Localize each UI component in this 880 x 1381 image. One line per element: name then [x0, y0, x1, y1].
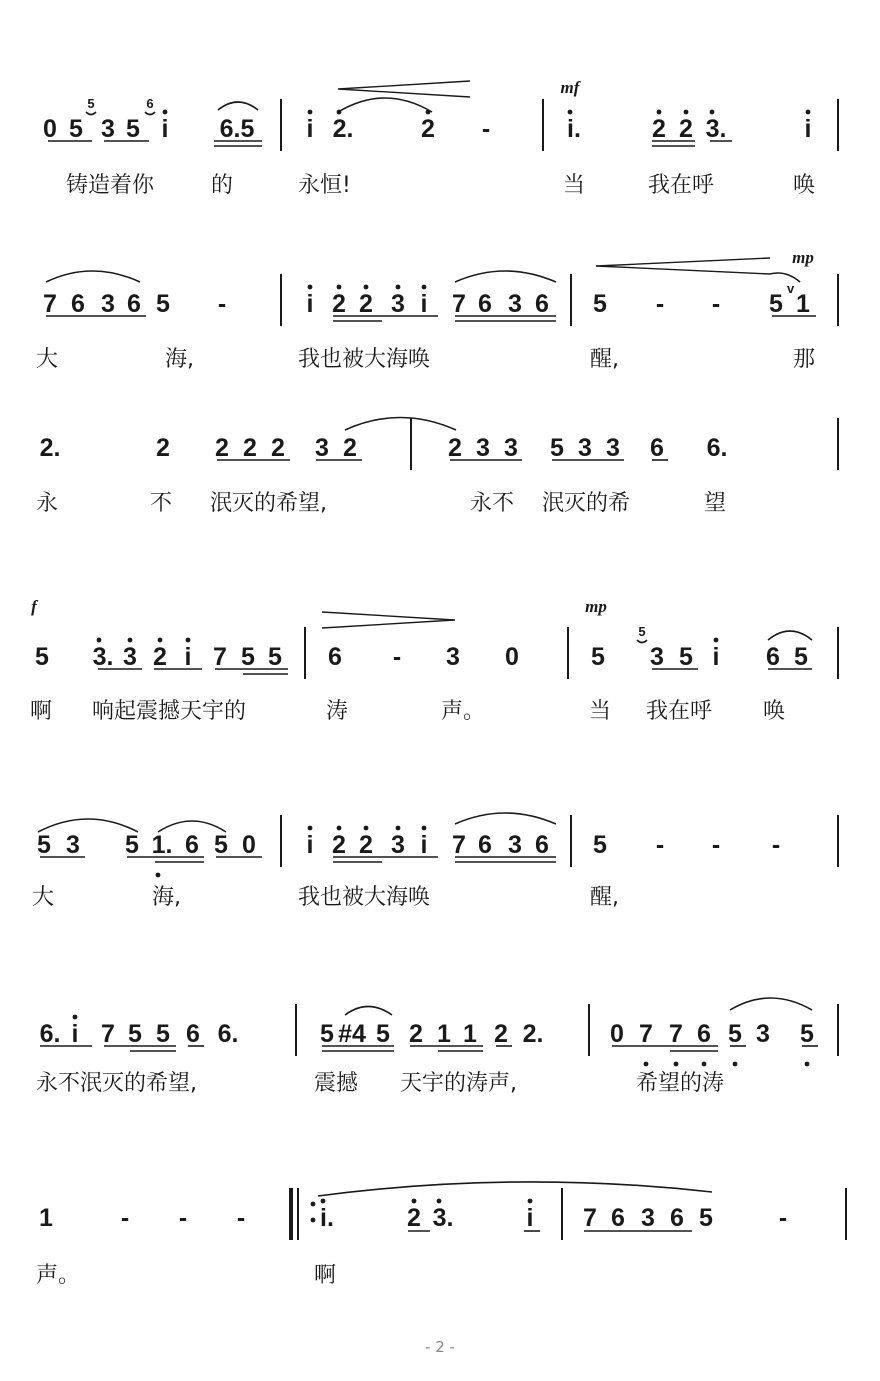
note: 5 — [37, 831, 51, 859]
lyric: 那 — [793, 347, 816, 372]
note: 3 — [391, 831, 405, 859]
note: 3 — [101, 290, 115, 318]
octave-dot-low — [702, 1062, 707, 1067]
octave-dot-high — [710, 110, 715, 115]
note: 2 — [156, 434, 170, 462]
octave-dot-high — [308, 826, 313, 831]
lyric: 唤 — [763, 699, 786, 724]
note: 2 — [494, 1020, 508, 1048]
note: 2 — [153, 643, 167, 671]
octave-dot-high — [437, 1199, 442, 1204]
note: 7 — [43, 290, 57, 318]
note: 7 — [101, 1020, 115, 1048]
note: 7 — [639, 1020, 653, 1048]
note: 2 — [332, 290, 346, 318]
octave-dot-low — [733, 1062, 738, 1067]
note: 2 — [243, 434, 257, 462]
note: 5 — [241, 643, 255, 671]
lyric: 大 — [36, 347, 59, 372]
note: 5 — [800, 1020, 814, 1048]
octave-dot-high — [412, 1199, 417, 1204]
note: 2 — [421, 115, 435, 143]
note: 7 — [583, 1204, 597, 1232]
grace-note: 5 — [87, 96, 95, 111]
note: 5 — [320, 1020, 334, 1048]
note: i — [712, 643, 720, 671]
note: 3 — [578, 434, 592, 462]
note: - — [778, 1204, 788, 1232]
note: i — [71, 1020, 79, 1048]
note: - — [120, 1204, 130, 1232]
octave-dot-high — [364, 285, 369, 290]
note: 5 — [126, 115, 140, 143]
note: #4 — [338, 1020, 366, 1048]
note: 5 — [769, 290, 783, 318]
note: 5 — [593, 290, 607, 318]
octave-dot-high — [396, 826, 401, 831]
note: 5 — [794, 643, 808, 671]
lyric: 唤 — [793, 173, 816, 198]
note: 2. — [522, 1020, 544, 1048]
note: i — [420, 831, 428, 859]
note: 5 — [268, 643, 282, 671]
lyric: 声。 — [441, 699, 486, 724]
dynamic-mark: mp — [585, 597, 607, 616]
octave-dot-high — [806, 110, 811, 115]
lyric: 海, — [165, 347, 194, 372]
note: 3 — [315, 434, 329, 462]
note: 5 — [591, 643, 605, 671]
note: 6 — [127, 290, 141, 318]
lyric: 响起震撼天宇的 — [92, 699, 247, 724]
note: 3. — [432, 1204, 454, 1232]
note: 5 — [125, 831, 139, 859]
lyric: 望 — [704, 491, 727, 516]
octave-dot-high — [73, 1015, 78, 1020]
note: 3 — [508, 290, 522, 318]
note: 7 — [452, 290, 466, 318]
note: 7 — [213, 643, 227, 671]
note: 5 — [679, 643, 693, 671]
octave-dot-high — [422, 285, 427, 290]
note: 5 — [35, 643, 49, 671]
note: 3 — [641, 1204, 655, 1232]
note: 7 — [452, 831, 466, 859]
note: i. — [567, 115, 581, 143]
note: 6 — [71, 290, 85, 318]
note: 5 — [376, 1020, 390, 1048]
note: 1. — [151, 831, 173, 859]
note: i — [184, 643, 192, 671]
dynamic-mark: f — [31, 597, 37, 616]
note: 3 — [606, 434, 620, 462]
note: 3 — [391, 290, 405, 318]
note: 2 — [652, 115, 666, 143]
svg-text:v: v — [787, 281, 795, 296]
note: 6. — [39, 1020, 61, 1048]
lyric: 我在呼 — [646, 699, 713, 724]
note: 0 — [505, 643, 519, 671]
note: 2 — [407, 1204, 421, 1232]
lyric: 海, — [152, 885, 181, 910]
octave-dot-low — [156, 873, 161, 878]
lyric: 震撼 — [314, 1071, 359, 1096]
dynamic-mark: mp — [792, 248, 814, 267]
octave-dot-high — [714, 638, 719, 643]
note: 6 — [670, 1204, 684, 1232]
note: 6. — [217, 1020, 239, 1048]
lyric: 啊 — [314, 1263, 337, 1288]
note: - — [771, 831, 781, 859]
lyric: 天宇的涛声, — [400, 1071, 517, 1096]
note: i — [161, 115, 169, 143]
note: 3 — [101, 115, 115, 143]
octave-dot-high — [684, 110, 689, 115]
lyric: 大 — [32, 885, 55, 910]
lyric: 永不 — [470, 491, 515, 516]
note: 6 — [478, 831, 492, 859]
note: 6 — [185, 831, 199, 859]
lyric: 当 — [589, 699, 612, 724]
note: 6 — [535, 290, 549, 318]
note: 3 — [756, 1020, 770, 1048]
note: 1 — [796, 290, 810, 318]
note: 5 — [156, 1020, 170, 1048]
note: 3. — [705, 115, 727, 143]
note: 5 — [69, 115, 83, 143]
note: 3. — [92, 643, 114, 671]
octave-dot-high — [364, 826, 369, 831]
octave-dot-high — [396, 285, 401, 290]
note: 5 — [128, 1020, 142, 1048]
octave-dot-high — [308, 285, 313, 290]
note: 2 — [332, 831, 346, 859]
note: 5 — [728, 1020, 742, 1048]
note: 2 — [271, 434, 285, 462]
note: 2 — [679, 115, 693, 143]
note: 3 — [504, 434, 518, 462]
note: 6 — [650, 434, 664, 462]
note: 2 — [343, 434, 357, 462]
lyric: 涛 — [326, 699, 349, 724]
note: 1 — [463, 1020, 477, 1048]
octave-dot-low — [644, 1062, 649, 1067]
grace-note: 5 — [638, 624, 646, 639]
note: i. — [320, 1204, 334, 1232]
lyric: 醒, — [590, 347, 619, 372]
note: 6 — [697, 1020, 711, 1048]
octave-dot-high — [337, 285, 342, 290]
octave-dot-high — [568, 110, 573, 115]
lyric: 永 — [36, 491, 59, 516]
note: 1 — [437, 1020, 451, 1048]
lyric: 泯灭的希 — [542, 491, 631, 516]
note: 2 — [359, 831, 373, 859]
lyric: 不 — [150, 491, 173, 516]
note: 0 — [610, 1020, 624, 1048]
note: i — [306, 115, 314, 143]
note: 6 — [186, 1020, 200, 1048]
note: 6 — [535, 831, 549, 859]
note: i — [306, 290, 314, 318]
octave-dot-high — [128, 638, 133, 643]
note: 2. — [332, 115, 354, 143]
dynamic-mark: mf — [560, 78, 580, 97]
note: 3 — [123, 643, 137, 671]
lyric: 希望的涛 — [636, 1071, 725, 1096]
note: 1 — [39, 1204, 53, 1232]
note: 5 — [156, 290, 170, 318]
note: 5 — [214, 831, 228, 859]
note: 6. — [706, 434, 728, 462]
lyric: 我在呼 — [648, 173, 715, 198]
note: 6 — [611, 1204, 625, 1232]
note: 6 — [766, 643, 780, 671]
octave-dot-high — [528, 1199, 533, 1204]
note: 3 — [650, 643, 664, 671]
lyric: 永恒! — [298, 173, 351, 198]
page-number: - 2 - — [425, 1338, 455, 1356]
note: 5 — [593, 831, 607, 859]
note: 2 — [359, 290, 373, 318]
note: - — [711, 831, 721, 859]
octave-dot-high — [308, 110, 313, 115]
lyric: 啊 — [30, 699, 53, 724]
note: 2 — [409, 1020, 423, 1048]
note: 3 — [476, 434, 490, 462]
note: 2 — [215, 434, 229, 462]
octave-dot-high — [657, 110, 662, 115]
note: - — [481, 115, 491, 143]
lyric: 的 — [211, 173, 234, 198]
note: 6.5 — [219, 115, 255, 143]
octave-dot-high — [158, 638, 163, 643]
note: 3 — [446, 643, 460, 671]
lyrics-layer — [30, 173, 815, 1288]
note: - — [178, 1204, 188, 1232]
lyric: 我也被大海唤 — [298, 347, 431, 372]
note: - — [655, 831, 665, 859]
note: 2 — [448, 434, 462, 462]
octave-dot-high — [97, 638, 102, 643]
lyric: 声。 — [36, 1263, 81, 1288]
note: 5 — [699, 1204, 713, 1232]
note: i — [306, 831, 314, 859]
octave-dot-low — [674, 1062, 679, 1067]
note: i — [526, 1204, 534, 1232]
lyric: 醒, — [590, 885, 619, 910]
note: 2. — [39, 434, 61, 462]
grace-note: 6 — [146, 96, 154, 111]
octave-dot-high — [186, 638, 191, 643]
note: 3 — [66, 831, 80, 859]
note: i — [804, 115, 812, 143]
lyric: 我也被大海唤 — [298, 885, 431, 910]
note: - — [711, 290, 721, 318]
lyric: 铸造着你 — [66, 173, 155, 198]
octave-dot-high — [422, 826, 427, 831]
lyric: 当 — [563, 173, 586, 198]
octave-dot-low — [805, 1062, 810, 1067]
octave-dot-high — [163, 110, 168, 115]
octave-dot-high — [337, 826, 342, 831]
note: - — [217, 290, 227, 318]
note: i — [420, 290, 428, 318]
notes-layer — [31, 78, 846, 1240]
note: 0 — [242, 831, 256, 859]
lyric: 永不泯灭的希望, — [36, 1071, 197, 1096]
note: 3 — [508, 831, 522, 859]
note: 6 — [478, 290, 492, 318]
lyric: 泯灭的希望, — [210, 491, 327, 516]
note: 5 — [550, 434, 564, 462]
note: - — [236, 1204, 246, 1232]
note: 7 — [669, 1020, 683, 1048]
note: 6 — [328, 643, 342, 671]
note: 0 — [43, 115, 57, 143]
octave-dot-high — [321, 1199, 326, 1204]
note: - — [655, 290, 665, 318]
note: - — [392, 643, 402, 671]
